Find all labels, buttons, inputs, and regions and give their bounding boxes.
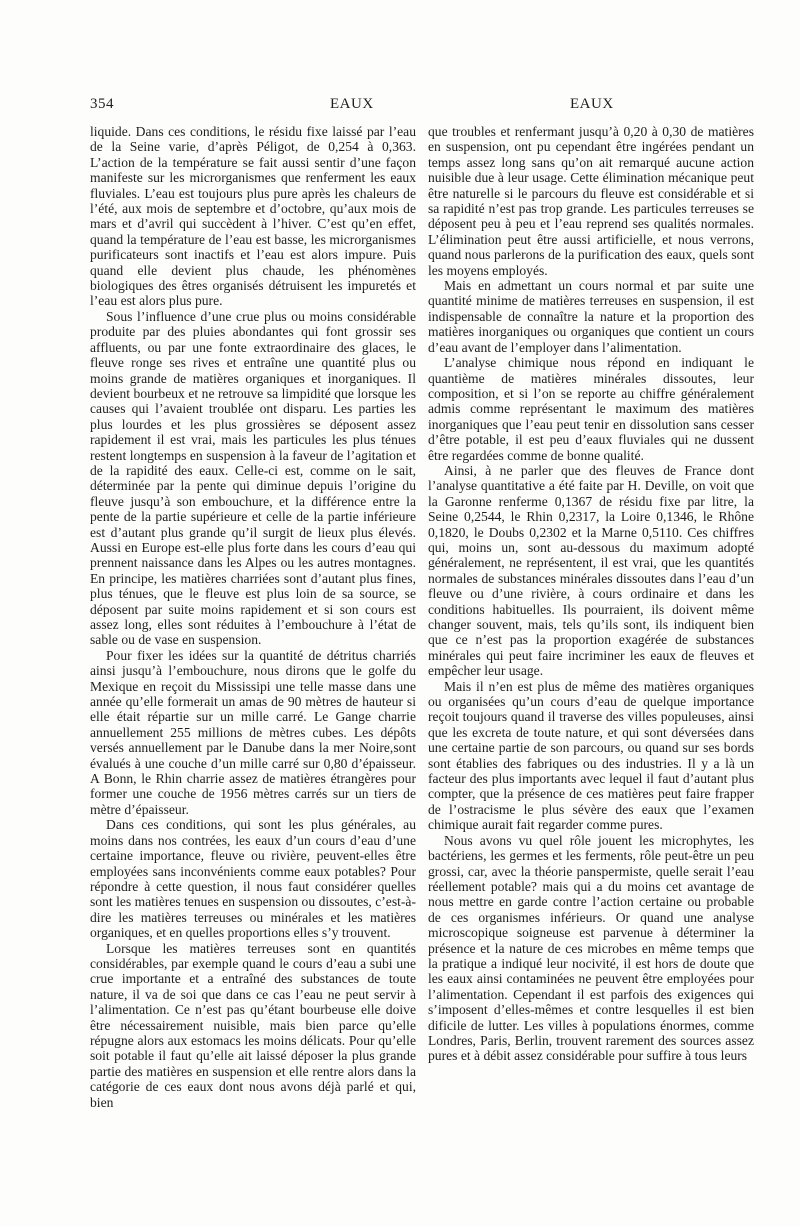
paragraph: Dans ces conditions, qui sont les plus générales, au moins dans nos contrées, les eaux d’un cours d’eau d’une certaine importance, fleuve ou rivière, peuvent-elles être employées sans inconvénients comme eaux potables? Pour répondre à cette question, il nous faut considérer quelles sont les matières tenues en suspension ou dissoutes, c’est-à-dire les matières terreuses ou minérales et les matières organiques, et en quelles proportions elles s’y trouvent.: [90, 817, 416, 941]
paragraph: L’analyse chimique nous répond en indiquant le quantième de matières minérales dissoutes, leur composition, et si l’on se reporte au chiffre généralement admis comme représentant le maximum des matières inorganiques que l’eau peut tenir en dissolution sans cesser d’être potable, il est peu d’eaux fluviales qui ne dussent être regardées comme de bonne qualité.: [428, 355, 754, 463]
paragraph: Lorsque les matières terreuses sont en quantités considérables, par exemple quand le cours d’eau a subi une crue importante et a entraîné des substances de toute nature, il va de soi que dans ce cas l’eau ne peut servir à l’alimentation. Ce n’est pas qu’étant bourbeuse elle doive être nécessairement nuisible, mais bien parce qu’elle répugne alors aux estomacs les moins délicats. Pour qu’elle soit potable il faut qu’elle ait laissé déposer la plus grande partie des matières en suspension et elle rentre alors dans la catégorie de ces eaux dont nous avons déjà parlé et qui, bien: [90, 940, 416, 1110]
paragraph: Mais il n’en est plus de même des matières organiques ou organisées qu’un cours d’eau de quelque importance reçoit toujours quand il traverse des villes populeuses, ainsi que les excreta de toute nature, et qui sont déversées dans une certaine partie de son parcours, ou quand sur ses bords sont établies des fabriques ou des industries. Il y a là un facteur des plus importants avec lequel il faut d’autant plus compter, que la présence de ces matières peut faire frapper de l’ostracisme le plus sévère des eaux que l’examen chimique aurait fait regarder comme pures.: [428, 678, 754, 833]
right-running-title: EAUX: [570, 96, 614, 112]
page-number: 354: [90, 96, 114, 112]
left-text-column: [90, 124, 416, 1110]
paragraph: que troubles et renfermant jusqu’à 0,20 à 0,30 de matières en suspension, ont pu cependant être ingérées pendant un temps assez long sans qu’on ait remarqué aucune action nuisible due à leur usage. Cette élimination mécanique peut être naturelle si le parcours du fleuve est considérable et si sa rapidité n’est pas trop grande. Les particules terreuses se déposent peu à peu et l’eau reprend ses qualités normales. L’élimination peut être aussi artificielle, et nous verrons, quand nous parlerons de la purification des eaux, quels sont les moyens employés.: [428, 124, 754, 278]
right-text-column: [428, 124, 754, 1064]
paragraph: Nous avons vu quel rôle jouent les microphytes, les bactériens, les germes et les ferments, rôle peut-être un peu grossi, car, avec la théorie panspermiste, quelle serait l’eau réellement potable? mais qui a du moins cet avantage de nous mettre en garde contre l’action certaine ou probable de ces organismes inférieurs. Or quand une analyse microscopique soigneuse est parvenue à déterminer la présence et la nature de ces microbes en même temps que la pratique a indiqué leur nocivité, il est hors de doute que les eaux ainsi contaminées ne peuvent être employées pour l’alimentation. Cependant il est parfois des exigences qui s’imposent d’elles-mêmes et contre lesquelles il est bien dificile de lutter. Les villes à populations énormes, comme Londres, Paris, Berlin, trouvent rarement des sources assez pures et à débit assez considérable pour suffire à tous leurs: [428, 832, 754, 1064]
paragraph: liquide. Dans ces conditions, le résidu fixe laissé par l’eau de la Seine varie, d’après Péligot, de 0,254 à 0,363. L’action de la température se fait aussi sentir d’une façon manifeste sur les microrganismes que renferment les eaux fluviales. L’eau est toujours plus pure après les chaleurs de l’été, aux mois de septembre et d’octobre, qu’aux mois de mars et d’avril qui succèdent à l’hiver. C’est qu’en effet, quand la température de l’eau est basse, les microrganismes purificateurs sont inactifs et l’eau est alors impure. Puis quand elle devient plus chaude, les phénomènes biologiques des êtres organisés détruisent les impuretés et l’eau est alors plus pure.: [90, 124, 416, 309]
paragraph: Ainsi, à ne parler que des fleuves de France dont l’analyse quantitative a été faite par H. Deville, on voit que la Garonne renferme 0,1367 de résidu fixe par litre, la Seine 0,2544, le Rhin 0,2317, la Loire 0,1346, le Rhône 0,1820, le Doubs 0,2302 et la Marne 0,5110. Ces chiffres qui, moins un, sont au-dessous du maximum adopté généralement, ne représentent, il est vrai, que les quantités normales de substances minérales dissoutes dans l’eau d’un fleuve ou d’une rivière, à cours ordinaire et dans les conditions habituelles. Ils pourraient, ils doivent même changer souvent, mais, tels qu’ils sont, ils indiquent bien que ce n’est pas la proportion exagérée de substances minérales qui peut faire incriminer les eaux de fleuves et empêcher leur usage.: [428, 462, 754, 679]
paragraph: Mais en admettant un cours normal et par suite une quantité minime de matières terreuses en suspension, il est indispensable de connaître la nature et la proportion des matières inorganiques ou organiques que contient un cours d’eau avant de l’employer dans l’alimentation.: [428, 278, 754, 355]
paragraph: Sous l’influence d’une crue plus ou moins considérable produite par des pluies abondantes qui font grossir ses affluents, ou par une fonte extraordinaire des glaces, le fleuve ronge ses rives et entraîne une quantité plus ou moins grande de matières organiques et inorganiques. Il devient bourbeux et ne retrouve sa limpidité que lorsque les causes qui l’avaient troublée ont disparu. Les parties les plus lourdes et les plus grossières se déposent assez rapidement il est vrai, mais les particules les plus ténues restent longtemps en suspension à la faveur de l’agitation et de la rapidité des eaux. Celle-ci est, comme on le sait, déterminée par la pente qui diminue depuis l’origine du fleuve jusqu’à son embouchure, et la différence entre la pente de la partie supérieure et celle de la partie inférieure est d’autant plus grande qu’il surgit de lieux plus élevés. Aussi en Europe est-elle plus forte dans les cours d’eau qui prennent naissance dans les Alpes ou les autres montagnes. En principe, les matières charriées sont d’autant plus fines, plus ténues, que le fleuve est plus loin de sa source, se déposent par suite moins rapidement et si son cours est assez long, elles sont réduites à l’embouchure à l’état de sable ou de vase en suspension.: [90, 308, 416, 648]
running-header: [90, 96, 740, 116]
left-running-title: EAUX: [330, 96, 374, 112]
paragraph: Pour fixer les idées sur la quantité de détritus charriés ainsi jusqu’à l’embouchure, nous dirons que le golfe du Mexique en reçoit du Mississipi une telle masse dans une année qu’elle formerait un amas de 90 mètres de hauteur si elle était répartie sur un mille carré. Le Gange charrie annuellement 255 millions de mètres cubes. Les dépôts versés annuellement par le Danube dans la mer Noire,sont évalués à une couche d’un mille carré sur 0,80 d’épaisseur. A Bonn, le Rhin charrie assez de matières étrangères pour former une couche de 1956 mètres carrés sur un tiers de mètre d’épaisseur.: [90, 647, 416, 817]
